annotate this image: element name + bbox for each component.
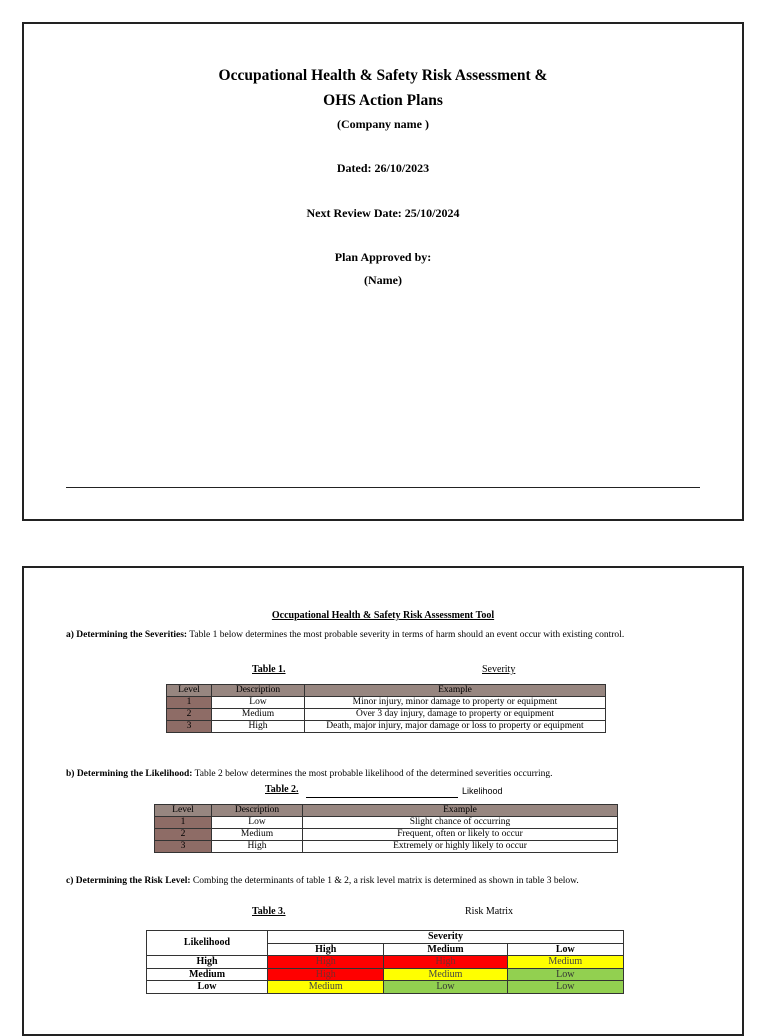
header-description: Description <box>212 685 305 697</box>
example-cell: Slight chance of occurring <box>303 817 618 829</box>
section-c-body: Combing the determinants of table 1 & 2, a risk level matrix is determined as shown in table 3 below. <box>190 876 579 886</box>
level-cell: 1 <box>155 817 212 829</box>
description-cell: High <box>212 721 305 733</box>
example-cell: Over 3 day injury, damage to property or equipment <box>305 709 606 721</box>
example-cell: Death, major injury, major damage or loss to property or equipment <box>305 721 606 733</box>
table-header-row <box>147 931 624 944</box>
description-cell: Low <box>212 697 305 709</box>
risk-cell: Low <box>384 981 507 994</box>
example-cell: Minor injury, minor damage to property or equipment <box>305 697 606 709</box>
risk-cell: Low <box>507 981 623 994</box>
level-cell: 2 <box>155 829 212 841</box>
approver-name: (Name) <box>364 273 402 287</box>
table-row <box>147 956 624 969</box>
table-header-row <box>167 685 606 697</box>
company-name: (Company name ) <box>337 117 429 131</box>
table-row <box>167 697 606 709</box>
header-example: Example <box>305 685 606 697</box>
table-row <box>147 981 624 994</box>
level-cell: 2 <box>167 709 212 721</box>
tool-heading: Occupational Health & Safety Risk Assessment Tool <box>271 610 495 621</box>
next-review-date: Next Review Date: 25/10/2024 <box>306 206 460 220</box>
dated: Dated: 26/10/2023 <box>336 161 430 175</box>
plan-approved-by: Plan Approved by: <box>334 250 432 264</box>
header-level: Level <box>167 685 212 697</box>
header-example: Example <box>303 805 618 817</box>
example-cell: Frequent, often or likely to occur <box>303 829 618 841</box>
section-b-body: Table 2 below determines the most probable likelihood of the determined severities occurring. <box>192 769 553 779</box>
severity-col-high: High <box>268 943 384 956</box>
table-row <box>155 817 618 829</box>
table1-label: Table 1. <box>252 664 286 675</box>
level-cell: 1 <box>167 697 212 709</box>
description-cell: High <box>212 841 303 853</box>
header-level: Level <box>155 805 212 817</box>
likelihood-table <box>154 804 618 853</box>
risk-cell: High <box>268 956 384 969</box>
table-row <box>155 841 618 853</box>
table-row <box>147 968 624 981</box>
likelihood-row-label: Low <box>147 981 268 994</box>
risk-cell: High <box>268 968 384 981</box>
description-cell: Medium <box>212 829 303 841</box>
table1-caption: Severity <box>482 664 516 675</box>
section-b-label: b) Determining the Likelihood: <box>66 769 193 779</box>
severity-col-low: Low <box>507 943 623 956</box>
signature-rule <box>66 487 700 488</box>
severity-header: Severity <box>268 931 624 944</box>
level-cell: 3 <box>155 841 212 853</box>
header-description: Description <box>212 805 303 817</box>
section-a-label: a) Determining the Severities: <box>66 630 188 640</box>
table-header-row <box>155 805 618 817</box>
table-row <box>155 829 618 841</box>
risk-cell: High <box>384 956 507 969</box>
likelihood-header: Likelihood <box>147 931 268 956</box>
table-row <box>167 709 606 721</box>
level-cell: 3 <box>167 721 212 733</box>
section-a-text <box>66 628 686 643</box>
risk-cell: Medium <box>384 968 507 981</box>
description-cell: Low <box>212 817 303 829</box>
table2-caption-rule <box>306 797 458 798</box>
section-b-text <box>66 767 706 782</box>
table-row <box>167 721 606 733</box>
severity-col-medium: Medium <box>384 943 507 956</box>
severity-table <box>166 684 606 733</box>
cover-page <box>22 22 744 521</box>
table2-label: Table 2. <box>265 784 299 795</box>
cover-title-line1: Occupational Health & Safety Risk Assessment & <box>218 67 548 84</box>
risk-matrix-table <box>146 930 624 994</box>
risk-cell: Medium <box>268 981 384 994</box>
risk-cell: Low <box>507 968 623 981</box>
risk-cell: Medium <box>507 956 623 969</box>
table2-caption: Likelihood <box>462 786 503 796</box>
table3-caption: Risk Matrix <box>465 906 514 917</box>
likelihood-row-label: High <box>147 956 268 969</box>
table3-label: Table 3. <box>252 906 286 917</box>
likelihood-row-label: Medium <box>147 968 268 981</box>
cover-title-line2: OHS Action Plans <box>323 92 443 109</box>
section-c-text <box>66 874 706 889</box>
example-cell: Extremely or highly likely to occur <box>303 841 618 853</box>
assessment-tool-page <box>22 566 744 1036</box>
section-c-label: c) Determining the Risk Level: <box>66 876 191 886</box>
section-a-body: Table 1 below determines the most probable severity in terms of harm should an event occur with existing control. <box>187 630 625 640</box>
description-cell: Medium <box>212 709 305 721</box>
